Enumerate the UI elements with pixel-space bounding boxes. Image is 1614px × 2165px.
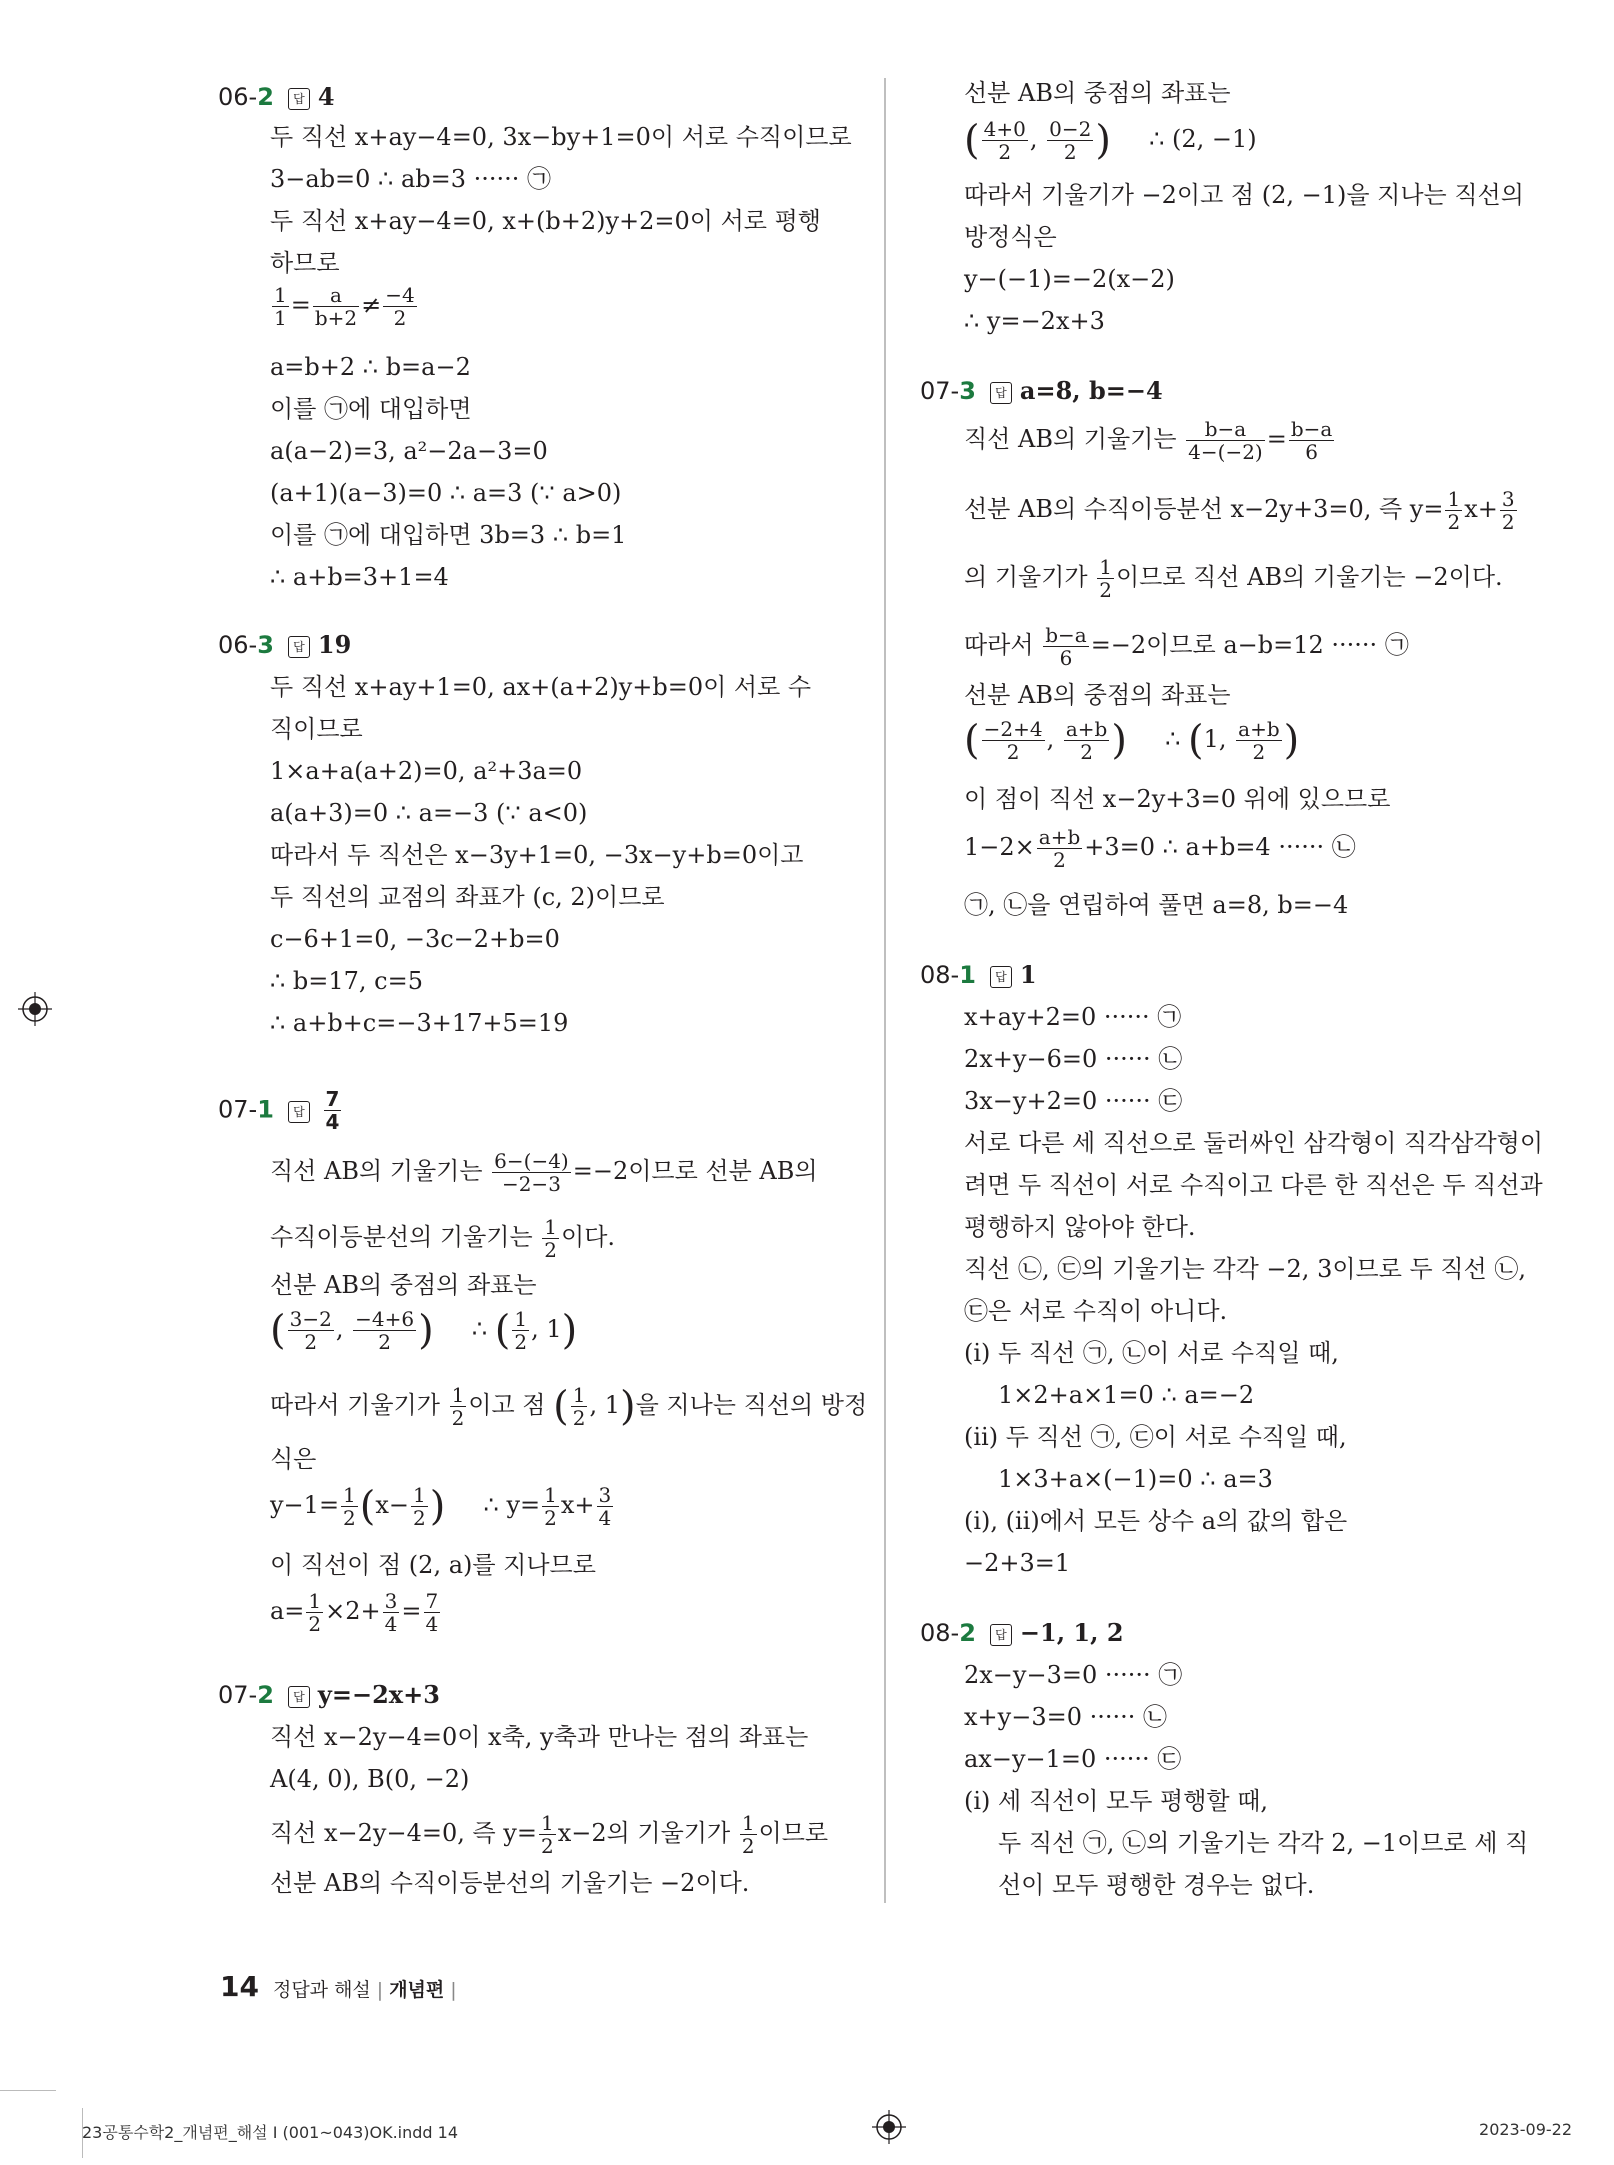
math-line: 수직이등분선의 기울기는 $\frac{1}{2}$ 이다. bbox=[270, 1215, 616, 1262]
fraction: $\frac{a+b}{2}$ bbox=[1238, 717, 1280, 764]
math-line: 따라서 기울기가 $\frac{1}{2}$ 이고 점 ( $\frac{1}{2}$ , 1)을 지나는 직선의 방정 bbox=[270, 1383, 868, 1430]
answer: a=8, b=−4 bbox=[1019, 376, 1163, 405]
math-line: 직선 AB의 기울기는 $\frac{b-a}{4-(-2)}$ = $\frac{b-a}{6}$ bbox=[964, 417, 1333, 464]
text-line: (a+1)(a−3)=0 ∴ a=3 (∵ a>0) bbox=[270, 479, 622, 507]
answer-badge: 답 bbox=[288, 1686, 310, 1708]
text-line: x+ay+2=0 ······ ㉠ bbox=[964, 1003, 1182, 1031]
print-filename: 23공통수학2_개념편_해설 I (001~043)OK.indd 14 bbox=[82, 2123, 459, 2142]
answer-badge: 답 bbox=[288, 1101, 310, 1123]
answer-fraction: $\frac{7}{4}$ bbox=[325, 1087, 340, 1134]
fraction: $\frac{3}{4}$ bbox=[384, 1589, 398, 1636]
text-line: 두 직선 x+ay+1=0, ax+(a+2)y+b=0이 서로 수 bbox=[270, 673, 812, 701]
fraction: $\frac{1}{2}$ bbox=[741, 1811, 755, 1858]
crop-mark bbox=[0, 2090, 56, 2091]
text-line: 직이므로 bbox=[270, 715, 363, 743]
math-line: y−1= $\frac{1}{2}$ (x− $\frac{1}{2}$ ) ∴ y= $\frac{1}{2}$ x+ $\frac{3}{4}$ bbox=[270, 1483, 612, 1530]
fraction: $\frac{-4+6}{2}$ bbox=[355, 1307, 415, 1354]
text-line: 식은 bbox=[270, 1445, 317, 1473]
fraction: $\frac{4+0}{2}$ bbox=[983, 117, 1026, 164]
text-line: 두 직선 x+ay−4=0, x+(b+2)y+2=0이 서로 평행 bbox=[270, 207, 821, 235]
problem-label: 07-2 답 y=−2x+3 bbox=[218, 1680, 440, 1709]
text-line: 평행하지 않아야 한다. bbox=[964, 1213, 1196, 1241]
text-line: (ⅰ) 두 직선 ㉠, ㉡이 서로 수직일 때, bbox=[964, 1339, 1339, 1367]
problem-label: 06-2 답 4 bbox=[218, 82, 335, 111]
fraction: $\frac{1}{2}$ bbox=[540, 1811, 554, 1858]
text-line: ∴ a+b+c=−3+17+5=19 bbox=[270, 1009, 569, 1037]
fraction: $\frac{b-a}{6}$ bbox=[1290, 417, 1333, 464]
answer-badge: 답 bbox=[990, 1624, 1012, 1646]
problem-label: 08-2 답 −1, 1, 2 bbox=[920, 1618, 1124, 1647]
fraction: $\frac{1}{2}$ bbox=[413, 1483, 426, 1530]
answer: 19 bbox=[317, 630, 352, 659]
print-date: 2023-09-22 bbox=[1479, 2120, 1572, 2139]
text-line: ∴ y=−2x+3 bbox=[964, 307, 1105, 335]
text-line: 직선 ㉡, ㉢의 기울기는 각각 −2, 3이므로 두 직선 ㉡, bbox=[964, 1255, 1526, 1283]
fraction: $\frac{1}{2}$ bbox=[1099, 555, 1112, 602]
fraction: $\frac{7}{4}$ bbox=[425, 1589, 439, 1636]
text-line: 선이 모두 평행한 경우는 없다. bbox=[998, 1871, 1315, 1899]
answer-badge: 답 bbox=[288, 636, 310, 658]
text-line: 선분 AB의 중점의 좌표는 bbox=[270, 1271, 537, 1299]
text-line: 이를 ㉠에 대입하면 bbox=[270, 395, 472, 423]
text-line: ㉠, ㉡을 연립하여 풀면 a=8, b=−4 bbox=[964, 891, 1349, 919]
page-number: 14 bbox=[220, 1970, 259, 2003]
fraction: $\frac{-2+4}{2}$ bbox=[983, 717, 1043, 764]
answer: 1 bbox=[1019, 960, 1037, 989]
text-line: c−6+1=0, −3c−2+b=0 bbox=[270, 925, 560, 953]
fraction: $\frac{1}{2}$ bbox=[572, 1383, 586, 1430]
text-line: 3x−y+2=0 ······ ㉢ bbox=[964, 1087, 1183, 1115]
text-line: x+y−3=0 ······ ㉡ bbox=[964, 1703, 1167, 1731]
answer: y=−2x+3 bbox=[317, 1680, 440, 1709]
text-line: 려면 두 직선이 서로 수직이고 다른 한 직선은 두 직선과 bbox=[964, 1171, 1543, 1199]
text-line: 이를 ㉠에 대입하면 3b=3 ∴ b=1 bbox=[270, 521, 627, 549]
text-line: 선분 AB의 중점의 좌표는 bbox=[964, 681, 1231, 709]
math-line: $\frac{1}{1}$ = $\frac{a}{b+2}$ ≠ $\frac{-4}{2}$ bbox=[274, 283, 415, 330]
text-line: ㉢은 서로 수직이 아니다. bbox=[964, 1297, 1228, 1325]
text-line: 두 직선 ㉠, ㉡의 기울기는 각각 2, −1이므로 세 직 bbox=[998, 1829, 1529, 1857]
math-line: 직선 x−2y−4=0, 즉 y= $\frac{1}{2}$ x−2의 기울기가 $\frac{1}{2}$ 이므로 bbox=[270, 1811, 829, 1858]
text-line: ∴ b=17, c=5 bbox=[270, 967, 423, 995]
registration-mark-bottom bbox=[872, 2110, 906, 2144]
text-line: (ⅱ) 두 직선 ㉠, ㉢이 서로 수직일 때, bbox=[964, 1423, 1347, 1451]
fraction: $\frac{b-a}{6}$ bbox=[1045, 623, 1087, 670]
text-line: (ⅰ), (ⅱ)에서 모든 상수 a의 값의 합은 bbox=[964, 1507, 1348, 1535]
part-title: 개념편 bbox=[389, 1979, 445, 2001]
text-line: 서로 다른 세 직선으로 둘러싸인 삼각형이 직각삼각형이 bbox=[964, 1129, 1544, 1157]
text-line: 이 점이 직선 x−2y+3=0 위에 있으므로 bbox=[964, 785, 1391, 813]
text-line: −2+3=1 bbox=[964, 1549, 1071, 1577]
fraction: $\frac{1}{2}$ bbox=[1447, 487, 1461, 534]
text-line: 직선 x−2y−4=0이 x축, y축과 만나는 점의 좌표는 bbox=[270, 1723, 809, 1751]
text-line: 두 직선의 교점의 좌표가 (c, 2)이므로 bbox=[270, 883, 665, 911]
answer: 4 bbox=[317, 82, 335, 111]
text-line: 선분 AB의 수직이등분선의 기울기는 −2이다. bbox=[270, 1869, 750, 1897]
math-line: ( $\frac{4+0}{2}$ , $\frac{0-2}{2}$ ) ∴ (2, −1) bbox=[964, 117, 1257, 164]
text-line: ax−y−1=0 ······ ㉢ bbox=[964, 1745, 1182, 1773]
math-line: ( $\frac{3-2}{2}$ , $\frac{-4+6}{2}$ ) ∴ ( $\frac{1}{2}$ , 1) bbox=[270, 1307, 578, 1354]
fraction: $\frac{b-a}{4-(-2)}$ bbox=[1188, 417, 1263, 464]
text-line: 3−ab=0 ∴ ab=3 ······ ㉠ bbox=[270, 165, 552, 193]
text-line: 2x−y−3=0 ······ ㉠ bbox=[964, 1661, 1183, 1689]
text-line: y−(−1)=−2(x−2) bbox=[964, 265, 1175, 293]
column-divider bbox=[884, 78, 886, 1903]
answer-badge: 답 bbox=[990, 966, 1012, 988]
fraction: $\frac{1}{2}$ bbox=[544, 1483, 557, 1530]
answer-badge: 답 bbox=[990, 382, 1012, 404]
fraction: $\frac{6-(-4)}{-2-3}$ bbox=[494, 1149, 569, 1196]
text-line: a(a+3)=0 ∴ a=−3 (∵ a<0) bbox=[270, 799, 588, 827]
text-line: 1×3+a×(−1)=0 ∴ a=3 bbox=[998, 1465, 1273, 1493]
answer-badge: 답 bbox=[288, 88, 310, 110]
fraction: $\frac{1}{1}$ bbox=[274, 283, 287, 330]
text-line: 2x+y−6=0 ······ ㉡ bbox=[964, 1045, 1183, 1073]
text-line: 하므로 bbox=[270, 249, 340, 277]
text-line: 두 직선 x+ay−4=0, 3x−by+1=0이 서로 수직이므로 bbox=[270, 123, 852, 151]
math-line: 선분 AB의 수직이등분선 x−2y+3=0, 즉 y= $\frac{1}{2}$ x+ $\frac{3}{2}$ bbox=[964, 487, 1515, 534]
text-line: 이 직선이 점 (2, a)를 지나므로 bbox=[270, 1551, 596, 1579]
fraction: $\frac{1}{2}$ bbox=[451, 1383, 465, 1430]
text-line: 따라서 기울기가 −2이고 점 (2, −1)을 지나는 직선의 bbox=[964, 181, 1524, 209]
text-line: ∴ a+b=3+1=4 bbox=[270, 563, 449, 591]
math-line: ( $\frac{-2+4}{2}$ , $\frac{a+b}{2}$ ) ∴ (1, $\frac{a+b}{2}$ ) bbox=[964, 717, 1300, 764]
text-line: 방정식은 bbox=[964, 223, 1057, 251]
fraction: $\frac{0-2}{2}$ bbox=[1049, 117, 1092, 164]
problem-label: 08-1 답 1 bbox=[920, 960, 1037, 989]
math-line: a= $\frac{1}{2}$ ×2+ $\frac{3}{4}$ = $\frac{7}{4}$ bbox=[270, 1589, 439, 1636]
text-line: (ⅰ) 세 직선이 모두 평행할 때, bbox=[964, 1787, 1269, 1815]
answer: −1, 1, 2 bbox=[1019, 1618, 1124, 1647]
fraction: $\frac{a+b}{2}$ bbox=[1038, 825, 1081, 872]
math-line: 의 기울기가 $\frac{1}{2}$ 이므로 직선 AB의 기울기는 −2이다. bbox=[964, 555, 1503, 602]
fraction: $\frac{1}{2}$ bbox=[544, 1215, 558, 1262]
section-title: 정답과 해설 bbox=[272, 1979, 371, 2001]
fraction: $\frac{a+b}{2}$ bbox=[1065, 717, 1108, 764]
fraction: $\frac{1}{2}$ bbox=[514, 1307, 528, 1354]
page-footer: 14 정답과 해설 | 개념편 | bbox=[220, 1970, 457, 2003]
fraction: $\frac{1}{2}$ bbox=[308, 1589, 322, 1636]
fraction: $\frac{-4}{2}$ bbox=[385, 283, 415, 330]
fraction: $\frac{3}{2}$ bbox=[1501, 487, 1515, 534]
fraction: $\frac{3-2}{2}$ bbox=[289, 1307, 332, 1354]
text-line: 따라서 두 직선은 x−3y+1=0, −3x−y+b=0이고 bbox=[270, 841, 804, 869]
math-line: 1−2× $\frac{a+b}{2}$ +3=0 ∴ a+b=4 ······ ㉡ bbox=[964, 825, 1356, 872]
problem-label: 07-3 답 a=8, b=−4 bbox=[920, 376, 1163, 405]
text-line: a=b+2 ∴ b=a−2 bbox=[270, 353, 471, 381]
problem-label: 07-1 답 $\frac{7}{4}$ bbox=[218, 1087, 340, 1134]
math-line: 따라서 $\frac{b-a}{6}$ =−2이므로 a−b=12 ······ ㉠ bbox=[964, 623, 1409, 670]
fraction: $\frac{a}{b+2}$ bbox=[314, 283, 358, 330]
text-line: a(a−2)=3, a²−2a−3=0 bbox=[270, 437, 548, 465]
fraction: $\frac{3}{4}$ bbox=[598, 1483, 612, 1530]
text-line: 선분 AB의 중점의 좌표는 bbox=[964, 79, 1231, 107]
text-line: 1×a+a(a+2)=0, a²+3a=0 bbox=[270, 757, 583, 785]
registration-mark-left bbox=[18, 992, 52, 1026]
text-line: A(4, 0), B(0, −2) bbox=[270, 1765, 470, 1793]
text-line: 1×2+a×1=0 ∴ a=−2 bbox=[998, 1381, 1255, 1409]
math-line: 직선 AB의 기울기는 $\frac{6-(-4)}{-2-3}$ =−2이므로 선분 AB의 bbox=[270, 1149, 818, 1196]
fraction: $\frac{1}{2}$ bbox=[343, 1483, 356, 1530]
problem-label: 06-3 답 19 bbox=[218, 630, 352, 659]
